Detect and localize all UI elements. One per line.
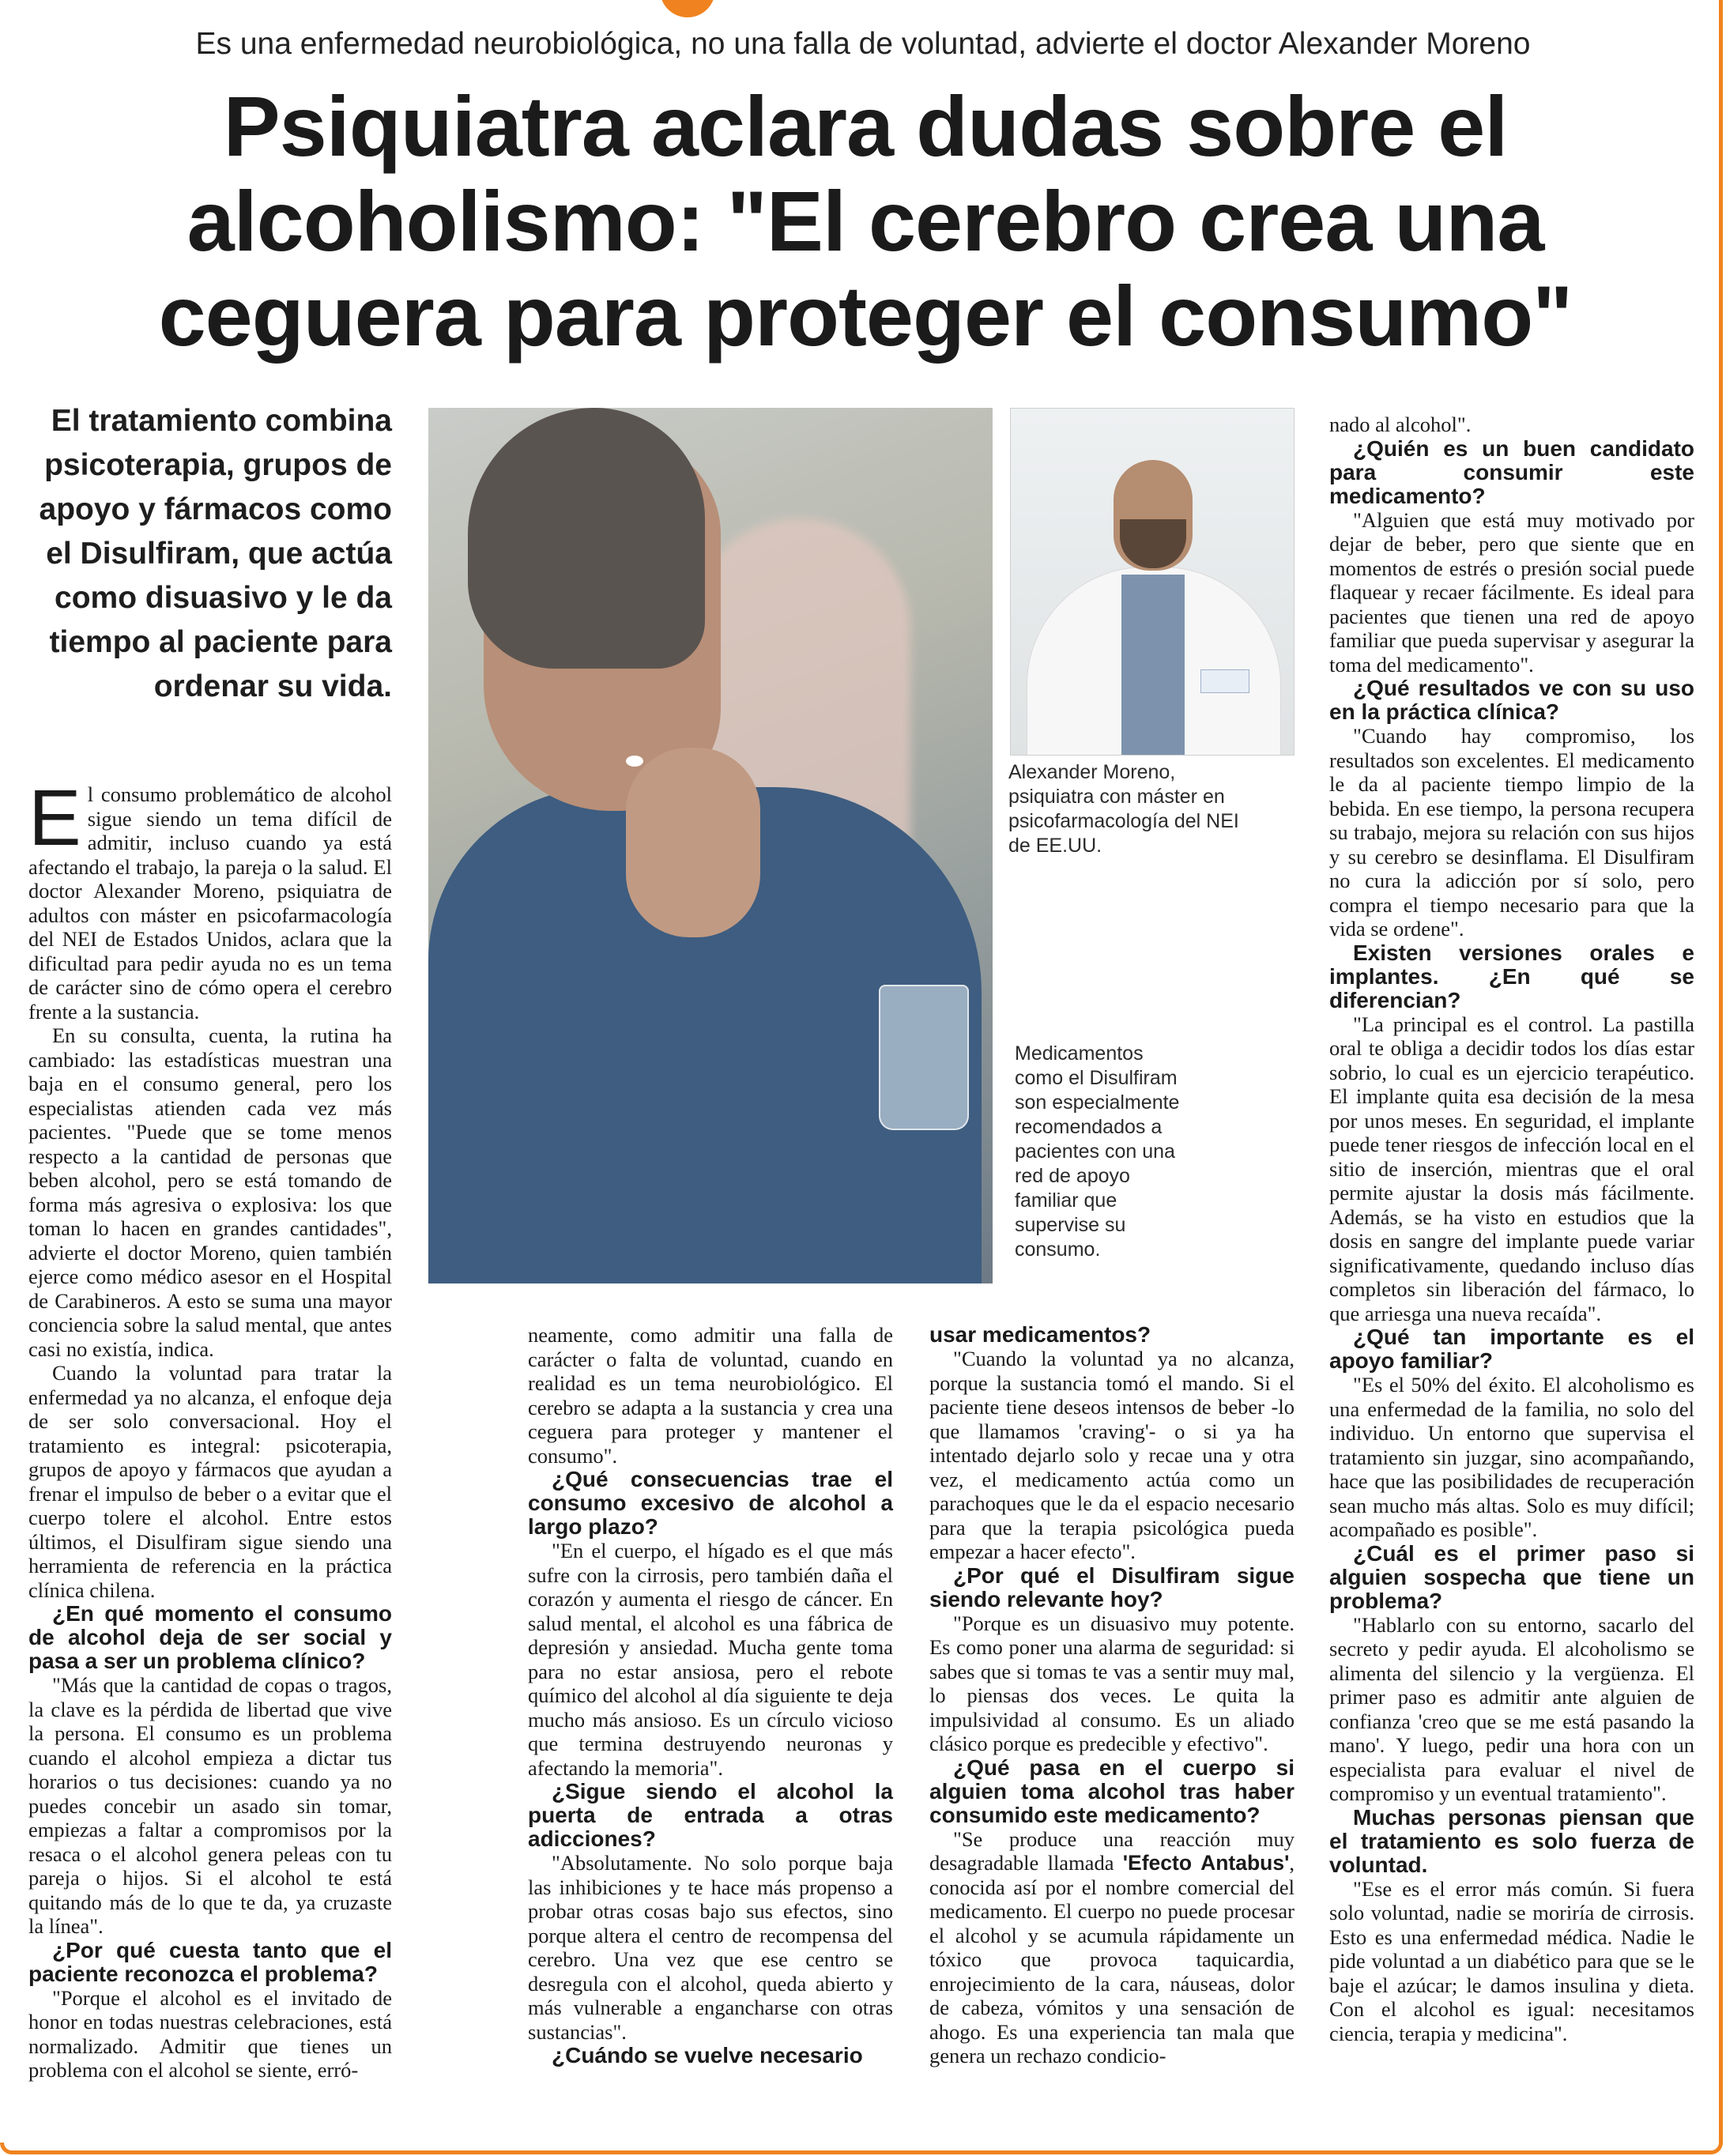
intro-text: l consumo problemático de alcohol sigue siendo un tema difícil de admitir, incluso cuando ya está afectando el trabajo, la pareja o la salud. El doctor Alexander Moreno, psiquiatra de adultos con máster en psicofarmacología del NEI de Estados Unidos, aclara que la dificultad para pedir ayuda no es un tema de carácter sino de cómo opera el cerebro frente a la sustancia. bbox=[28, 782, 392, 1023]
main-photo bbox=[428, 408, 993, 1283]
page-border-right bbox=[1719, 0, 1723, 2143]
answer-paragraph bbox=[929, 1827, 1294, 2068]
body-paragraph: neamente, como admitir una falla de carácter o falta de voluntad, cuando en realidad es un tema neurobiológico. El cerebro se adapta a la sustancia y crea una ceguera para proteger y mantener el consumo". bbox=[528, 1323, 893, 1468]
answer-paragraph: "Absolutamente. No solo porque baja las inhibiciones y te hace más propenso a probar otras cosas bajo sus efectos, sino porque altera el centro de recompensa del cerebro. Una vez que ese centro se desregula con el alcohol, queda abierto y más vulnerable a engancharse con otras sustancias". bbox=[528, 1851, 893, 2044]
answer-paragraph: "Porque es un disuasivo muy potente. Es como poner una alarma de seguridad: si sabes que si tomas te vas a sentir muy mal, lo piensas dos veces. Le quita la impulsividad al consumo. Es un aliado clásico porque es predecible y efectivo". bbox=[929, 1611, 1294, 1755]
answer-paragraph: "Ese es el error más común. Si fuera solo voluntad, nadie se moriría de cirrosis. Esto es una enfermedad médica. Nadie le pide voluntad a un diabético para que se le baje el azúcar; le damos insulina y dieta. Con el alcohol es igual: necesitamos ciencia, terapia y medicina". bbox=[1329, 1876, 1694, 2045]
doctor-photo-caption: Alexander Moreno, psiquiatra con máster en psicofarmacología del NEI de EE.UU. bbox=[1008, 761, 1239, 857]
question-heading: ¿Qué resultados ve con su uso en la práctica clínica? bbox=[1329, 676, 1694, 724]
man-hair-figure bbox=[468, 408, 705, 669]
body-paragraph: nado al alcohol". bbox=[1329, 413, 1472, 436]
intro-paragraph bbox=[28, 774, 392, 1023]
column-3 bbox=[929, 1323, 1294, 2068]
column-4 bbox=[1329, 413, 1694, 2045]
kicker: Es una enfermedad neurobiológica, no una falla de voluntad, advierte el doctor Alexander Moreno bbox=[195, 27, 1531, 61]
question-heading: Muchas personas piensan que el tratamiento es solo fuerza de voluntad. bbox=[1329, 1804, 1694, 1877]
question-heading: ¿Cuándo se vuelve necesario bbox=[552, 2043, 863, 2067]
dropcap: E bbox=[28, 774, 81, 862]
answer-paragraph: "Más que la cantidad de copas o tragos, la clave es la pérdida de libertad que vive la persona. El consumo es un problema cuando el alcohol empieza a dictar tus horarios o tus decisiones: cuando ya no puedes concebir un asado sin tomar, empiezas a faltar a compromisos por la resaca o el alcohol genera peleas con tu pareja o hijos. Si el alcohol te está quitando más de lo que te da, ya cruzaste la línea". bbox=[28, 1673, 392, 1938]
page-border-bottom bbox=[0, 2143, 1723, 2154]
answer-paragraph: "Hablarlo con su entorno, sacarlo del secreto y pedir ayuda. El alcoholismo se alimenta del silencio y la vergüenza. El primer paso es admitir ante alguien de confianza 'creo que se me está pasando la mano'. Y luego, pedir una hora con un especialista para evaluar el nivel de compromiso y un eventual tratamiento". bbox=[1329, 1612, 1694, 1805]
question-heading: ¿Qué pasa en el cuerpo si alguien toma alcohol tras haber consumido este medicamento? bbox=[929, 1755, 1294, 1827]
answer-paragraph: "Cuando hay compromiso, los resultados son excelentes. El medicamento le da al paciente tiempo limpio de la bebida. En ese tiempo, la persona recupera su trabajo, mejora su relación con sus hijos y su cerebro se desinflama. El Disulfiram no cura la adicción por sí solo, pero compra el tiempo necesario para que la vida se ordene". bbox=[1329, 724, 1694, 940]
body-paragraph: En su consulta, cuenta, la rutina ha cambiado: las estadísticas muestran una baja en el consumo general, pero los especialistas atienden cada vez más pacientes. "Puede que se tome menos respecto a la cantidad de personas que beben alcohol, pero se está tomando de forma más agresiva o explosiva: los que toman lo hacen en grandes cantidades", advierte el doctor Moreno, quien también ejerce como médico asesor en el Hospital de Carabineros. A esto se suma una mayor conciencia sobre la salud mental, que antes casi no existía, indica. bbox=[28, 1023, 392, 1361]
doctor-shirt-figure bbox=[1121, 575, 1185, 756]
answer-text: "Se produce una reacción muy desagradable llamada bbox=[929, 1826, 1294, 1875]
question-heading: ¿Por qué cuesta tanto que el paciente reconozca el problema? bbox=[28, 1937, 392, 1986]
body-paragraph: Cuando la voluntad para tratar la enfermedad ya no alcanza, el enfoque deja de ser solo conversacional. Hoy el tratamiento es integral: psicoterapia, grupos de apoyo y fármacos que ayudan a frenar el impulso de beber o a evitar que el cuerpo tolere el alcohol. Entre estos últimos, el Disulfiram sigue siendo una herramienta de referencia en la práctica clínica chilena. bbox=[28, 1361, 392, 1602]
doctor-badge-figure bbox=[1200, 669, 1249, 693]
question-heading: ¿Cuál es el primer paso si alguien sospecha que tiene un problema? bbox=[1329, 1540, 1694, 1613]
orange-tab-decoration bbox=[660, 0, 715, 17]
question-heading: ¿Quién es un buen candidato para consumir este medicamento? bbox=[1329, 435, 1694, 508]
question-heading: ¿Qué consecuencias trae el consumo excesivo de alcohol a largo plazo? bbox=[528, 1467, 893, 1539]
main-photo-caption: Medicamentos como el Disulfiram son especialmente recomendados a pacientes con una red de apoyo familiar que supervise su consumo. bbox=[1015, 1042, 1180, 1261]
question-heading: ¿Sigue siendo el alcohol la puerta de entrada a otras adicciones? bbox=[528, 1779, 893, 1851]
water-glass-figure bbox=[879, 985, 969, 1130]
column-2 bbox=[528, 1323, 893, 2067]
question-heading: Existen versiones orales e implantes. ¿En qué se diferencian? bbox=[1329, 940, 1694, 1012]
doctor-photo bbox=[1010, 408, 1294, 756]
answer-paragraph: "Es el 50% del éxito. El alcoholismo es una enfermedad de la familia, no solo del individuo. Un entorno que supervisa el tratamiento sin juzgar, sino acompañando, hace que las posibilidades de recuperación sean mucho más altas. Solo es muy difícil; acompañado es posible". bbox=[1329, 1373, 1694, 1541]
answer-paragraph: "En el cuerpo, el hígado es el que más sufre con la cirrosis, pero también daña el corazón y aumenta el riesgo de cáncer. En salud mental, el alcohol es una fábrica de depresión y ansiedad. Mucha gente toma para no estar ansiosa, pero el rebote químico del alcohol al día siguiente te deja mucho más ansioso. Es un círculo vicioso que termina destruyendo neuronas y afectando la memoria". bbox=[528, 1539, 893, 1780]
answer-paragraph: "Cuando la voluntad ya no alcanza, porque la sustancia tomó el mando. Si el paciente tiene deseos intensos de beber -lo que llamamos 'craving'- o si ya ha intentado dejarlo solo y recae una y otra vez, el medicamento actúa como un parachoques que le da el espacio necesario para que la terapia psicológica pueda empezar a hacer efecto". bbox=[929, 1347, 1294, 1563]
answer-paragraph: "La principal es el control. La pastilla oral te obliga a decidir todos los días estar sobrio, lo cual es un ejercicio terapéutico. El implante quita esa decisión de la mesa por unos meses. En seguridad, el implante puede tener riesgos de infección local en el sitio de inserción, mientras que el oral permite ajustar la dosis más fácilmente. Además, se ha visto en estudios que la dosis en sangre del implante puede variar significativamente, quedando incluso días completos sin liberación del fármaco, lo que arriesga una nueva recaída". bbox=[1329, 1012, 1694, 1325]
lead-text: El tratamiento combina psicoterapia, grupos de apoyo y fármacos como el Disulfiram, que actúa como disuasivo y le da tiempo al paciente para ordenar su vida. bbox=[39, 404, 392, 703]
headline: Psiquiatra aclara dudas sobre el alcoholismo: "El cerebro crea una ceguera para proteger el consumo" bbox=[158, 78, 1573, 364]
effect-name-bold: 'Efecto Antabus' bbox=[1122, 1851, 1290, 1875]
question-heading: ¿Qué tan importante es el apoyo familiar? bbox=[1329, 1325, 1694, 1373]
answer-text: , conocida así por el nombre comercial del medicamento. El cuerpo no puede procesar el alcohol y se acumula rápidamente un tóxico que provoca taquicardia, enrojecimiento de la cara, náuseas, dolor de cabeza, vómitos y una sensación de ahogo. Es una experiencia tan mala que genera un rechazo condicio- bbox=[929, 1851, 1294, 2067]
question-heading: ¿En qué momento el consumo de alcohol deja de ser social y pasa a ser un problema clínico? bbox=[28, 1601, 392, 1673]
answer-paragraph: "Porque el alcohol es el invitado de honor en todas nuestras celebraciones, está normalizado. Admitir que tienes un problema con el alcohol se siente, erró- bbox=[28, 1985, 392, 2082]
hand-figure bbox=[626, 748, 760, 937]
column-1 bbox=[28, 774, 392, 2082]
question-heading: usar medicamentos? bbox=[929, 1322, 1151, 1347]
answer-paragraph: "Alguien que está muy motivado por dejar de beber, pero que siente que en momentos de estrés o presión social puede flaquear y recaer fácilmente. Es ideal para pacientes que tienen una red de apoyo familiar que pueda supervisar y asegurar la toma del medicamento". bbox=[1329, 507, 1694, 677]
question-heading: ¿Por qué el Disulfiram sigue siendo relevante hoy? bbox=[929, 1562, 1294, 1611]
pill-figure bbox=[626, 756, 643, 767]
